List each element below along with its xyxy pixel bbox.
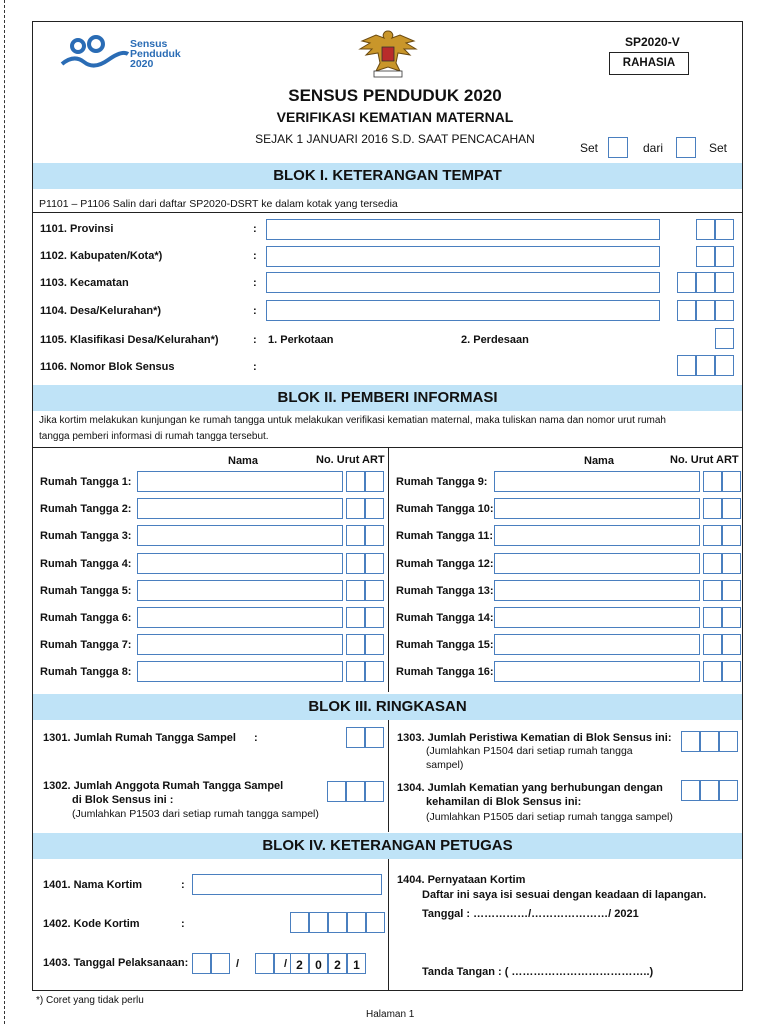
label-1404-b: Daftar ini saya isi sesuai dengan keadaan di lapangan. bbox=[422, 889, 707, 901]
label-1302-c: (Jumlahkan P1503 dari setiap rumah tangga sampel) bbox=[72, 808, 319, 820]
rumah-tangga-6-nama-input[interactable] bbox=[137, 607, 343, 628]
rumah-tangga-11-label: Rumah Tangga 11: bbox=[396, 530, 493, 542]
rumah-tangga-14-no-urut-box-1[interactable] bbox=[703, 607, 722, 628]
garuda-icon bbox=[356, 27, 420, 81]
label-1301: 1301. Jumlah Rumah Tangga Sampel bbox=[43, 732, 236, 744]
block2-center-divider bbox=[388, 447, 389, 692]
desa-input[interactable] bbox=[266, 300, 660, 321]
label-1302-a: 1302. Jumlah Anggota Rumah Tangga Sampel bbox=[43, 780, 284, 792]
rt-sampel-box-1[interactable] bbox=[346, 727, 365, 748]
label-1402: 1402. Kode Kortim bbox=[43, 918, 140, 930]
rumah-tangga-9-label: Rumah Tangga 9: bbox=[396, 476, 488, 488]
rumah-tangga-16-label: Rumah Tangga 16: bbox=[396, 666, 494, 678]
tanggal-year-1 bbox=[290, 953, 309, 974]
rumah-tangga-4-no-urut-box-2[interactable] bbox=[365, 553, 384, 574]
rumah-tangga-12-no-urut-box-1[interactable] bbox=[703, 553, 722, 574]
kecamatan-code-3[interactable] bbox=[715, 272, 734, 293]
block1-instruction: P1101 – P1106 Salin dari daftar SP2020-DSRT ke dalam kotak yang tersedia bbox=[39, 198, 398, 210]
rumah-tangga-10-no-urut-box-1[interactable] bbox=[703, 498, 722, 519]
colon-1106: : bbox=[253, 361, 257, 373]
rumah-tangga-1-label: Rumah Tangga 1: bbox=[40, 476, 132, 488]
rumah-tangga-6-label: Rumah Tangga 6: bbox=[40, 612, 132, 624]
logo-line1: Sensus bbox=[130, 38, 168, 50]
col-no-right: No. Urut ART bbox=[670, 454, 739, 466]
rumah-tangga-7-label: Rumah Tangga 7: bbox=[40, 639, 132, 651]
kode-kortim-box-5[interactable] bbox=[366, 912, 385, 933]
rumah-tangga-11-no-urut-box-1[interactable] bbox=[703, 525, 722, 546]
block4-center-divider bbox=[388, 859, 389, 990]
rumah-tangga-8-label: Rumah Tangga 8: bbox=[40, 666, 132, 678]
label-1101: 1101. Provinsi bbox=[40, 223, 114, 235]
art-sampel-box-3[interactable] bbox=[365, 781, 384, 802]
kematian-hamil-box-2[interactable] bbox=[700, 780, 719, 801]
rumah-tangga-3-label: Rumah Tangga 3: bbox=[40, 530, 132, 542]
block3-header: BLOK III. RINGKASAN bbox=[33, 694, 742, 720]
colon-1301: : bbox=[254, 732, 258, 744]
rumah-tangga-15-label: Rumah Tangga 15: bbox=[396, 639, 494, 651]
colon-1402: : bbox=[181, 918, 185, 930]
label-1304-a: 1304. Jumlah Kematian yang berhubungan dengan bbox=[397, 782, 663, 794]
rumah-tangga-8-no-urut-box-1[interactable] bbox=[346, 661, 365, 682]
option-perkotaan[interactable]: 1. Perkotaan bbox=[268, 334, 334, 346]
kabupaten-code-2[interactable] bbox=[715, 246, 734, 267]
garuda-emblem bbox=[356, 27, 420, 81]
kematian-box-3[interactable] bbox=[719, 731, 738, 752]
rumah-tangga-6-no-urut-box-1[interactable] bbox=[346, 607, 365, 628]
kematian-box-1[interactable] bbox=[681, 731, 700, 752]
rumah-tangga-9-no-urut-box-1[interactable] bbox=[703, 471, 722, 492]
art-sampel-box-2[interactable] bbox=[346, 781, 365, 802]
logo-text bbox=[130, 39, 181, 69]
label-1302-b: di Blok Sensus ini : bbox=[72, 794, 174, 806]
kabupaten-input[interactable] bbox=[266, 246, 660, 267]
rumah-tangga-12-label: Rumah Tangga 12: bbox=[396, 558, 494, 570]
kode-kortim-box-2[interactable] bbox=[309, 912, 328, 933]
rumah-tangga-16-nama-input[interactable] bbox=[494, 661, 700, 682]
rumah-tangga-5-nama-input[interactable] bbox=[137, 580, 343, 601]
label-1404-d: Tanda Tangan : ( ………………………………..) bbox=[422, 966, 654, 978]
rumah-tangga-15-nama-input[interactable] bbox=[494, 634, 700, 655]
label-1401: 1401. Nama Kortim bbox=[43, 879, 143, 891]
year-digit-4: 1 bbox=[353, 958, 360, 972]
rumah-tangga-15-no-urut-box-1[interactable] bbox=[703, 634, 722, 655]
block2-header: BLOK II. PEMBERI INFORMASI bbox=[33, 385, 742, 411]
block2-instruction-2: tangga pemberi informasi di rumah tangga tersebut. bbox=[39, 431, 269, 442]
provinsi-input[interactable] bbox=[266, 219, 660, 240]
label-1404-a: 1404. Pernyataan Kortim bbox=[397, 874, 526, 886]
colon-1401: : bbox=[181, 879, 185, 891]
desa-code-1[interactable] bbox=[677, 300, 696, 321]
rumah-tangga-2-no-urut-box-1[interactable] bbox=[346, 498, 365, 519]
art-sampel-box-1[interactable] bbox=[327, 781, 346, 802]
colon-1102: : bbox=[253, 250, 257, 262]
klasifikasi-code[interactable] bbox=[715, 328, 734, 349]
date-slash-2: / bbox=[284, 958, 288, 970]
rumah-tangga-3-no-urut-box-2[interactable] bbox=[365, 525, 384, 546]
rumah-tangga-10-nama-input[interactable] bbox=[494, 498, 700, 519]
rumah-tangga-7-no-urut-box-1[interactable] bbox=[346, 634, 365, 655]
colon-1101: : bbox=[253, 223, 257, 235]
block4-header: BLOK IV. KETERANGAN PETUGAS bbox=[33, 833, 742, 859]
page-subtitle: VERIFIKASI KEMATIAN MATERNAL bbox=[276, 109, 514, 125]
form-code: SP2020-V bbox=[625, 35, 680, 49]
year-digit-3: 2 bbox=[334, 958, 341, 972]
block2-instruction-1: Jika kortim melakukan kunjungan ke rumah tangga untuk melakukan verifikasi kematian maternal, maka tuliskan nama dan nomor urut rumah bbox=[39, 415, 666, 426]
colon-1105: : bbox=[253, 334, 257, 346]
rumah-tangga-12-no-urut-box-2[interactable] bbox=[722, 553, 741, 574]
year-digit-2: 0 bbox=[315, 958, 322, 972]
tanggal-day-2[interactable] bbox=[211, 953, 230, 974]
block1-header: BLOK I. KETERANGAN TEMPAT bbox=[33, 163, 742, 189]
logo-line2: Penduduk bbox=[130, 48, 181, 60]
rumah-tangga-13-label: Rumah Tangga 13: bbox=[396, 585, 494, 597]
col-nama-right: Nama bbox=[584, 455, 614, 467]
rumah-tangga-14-label: Rumah Tangga 14: bbox=[396, 612, 494, 624]
classification-label: RAHASIA bbox=[622, 57, 676, 69]
cut-line bbox=[4, 0, 5, 1024]
label-1304-c: (Jumlahkan P1505 dari setiap rumah tangga sampel) bbox=[426, 811, 673, 823]
provinsi-code-1[interactable] bbox=[696, 219, 715, 240]
set-total-box[interactable] bbox=[676, 137, 696, 158]
rumah-tangga-16-no-urut-box-2[interactable] bbox=[722, 661, 741, 682]
tanggal-year-4 bbox=[347, 953, 366, 974]
kode-kortim-box-3[interactable] bbox=[328, 912, 347, 933]
desa-code-2[interactable] bbox=[696, 300, 715, 321]
block3-center-divider bbox=[388, 720, 389, 832]
rumah-tangga-10-no-urut-box-2[interactable] bbox=[722, 498, 741, 519]
rumah-tangga-2-no-urut-box-2[interactable] bbox=[365, 498, 384, 519]
label-1106: 1106. Nomor Blok Sensus bbox=[40, 361, 175, 373]
period-text: SEJAK 1 JANUARI 2016 S.D. SAAT PENCACAHAN bbox=[255, 132, 535, 146]
label-1304-b: kehamilan di Blok Sensus ini: bbox=[426, 796, 582, 808]
colon-1103: : bbox=[253, 277, 257, 289]
rumah-tangga-14-nama-input[interactable] bbox=[494, 607, 700, 628]
rumah-tangga-4-label: Rumah Tangga 4: bbox=[40, 558, 132, 570]
page-number: Halaman 1 bbox=[366, 1009, 415, 1020]
kabupaten-code-1[interactable] bbox=[696, 246, 715, 267]
rumah-tangga-13-no-urut-box-2[interactable] bbox=[722, 580, 741, 601]
rumah-tangga-6-no-urut-box-2[interactable] bbox=[365, 607, 384, 628]
rumah-tangga-3-no-urut-box-1[interactable] bbox=[346, 525, 365, 546]
logo-line3: 2020 bbox=[130, 58, 154, 70]
kematian-box-2[interactable] bbox=[700, 731, 719, 752]
set-number-box[interactable] bbox=[608, 137, 628, 158]
rumah-tangga-9-no-urut-box-2[interactable] bbox=[722, 471, 741, 492]
blok-sensus-code-2[interactable] bbox=[696, 355, 715, 376]
tanggal-day-1[interactable] bbox=[192, 953, 211, 974]
label-1105: 1105. Klasifikasi Desa/Kelurahan*) bbox=[40, 334, 219, 346]
kode-kortim-box-1[interactable] bbox=[290, 912, 309, 933]
tanggal-year-3 bbox=[328, 953, 347, 974]
kode-kortim-box-4[interactable] bbox=[347, 912, 366, 933]
rumah-tangga-7-no-urut-box-2[interactable] bbox=[365, 634, 384, 655]
option-perdesaan[interactable]: 2. Perdesaan bbox=[461, 334, 529, 346]
kecamatan-code-2[interactable] bbox=[696, 272, 715, 293]
rumah-tangga-13-no-urut-box-1[interactable] bbox=[703, 580, 722, 601]
sensus-logo-icon bbox=[60, 34, 132, 72]
label-1303-c: sampel) bbox=[426, 759, 464, 771]
rumah-tangga-1-nama-input[interactable] bbox=[137, 471, 343, 492]
rumah-tangga-8-no-urut-box-2[interactable] bbox=[365, 661, 384, 682]
rumah-tangga-10-label: Rumah Tangga 10: bbox=[396, 503, 494, 515]
rumah-tangga-7-nama-input[interactable] bbox=[137, 634, 343, 655]
rumah-tangga-5-no-urut-box-2[interactable] bbox=[365, 580, 384, 601]
classification-box bbox=[609, 52, 689, 75]
desa-code-3[interactable] bbox=[715, 300, 734, 321]
tanggal-month-1[interactable] bbox=[255, 953, 274, 974]
sensus-logo bbox=[60, 34, 200, 74]
date-slash-1: / bbox=[236, 958, 240, 970]
blok-sensus-code-3[interactable] bbox=[715, 355, 734, 376]
col-no-left: No. Urut ART bbox=[316, 454, 385, 466]
label-1104: 1104. Desa/Kelurahan*) bbox=[40, 305, 162, 317]
rumah-tangga-11-no-urut-box-2[interactable] bbox=[722, 525, 741, 546]
rumah-tangga-15-no-urut-box-2[interactable] bbox=[722, 634, 741, 655]
set-label: Set bbox=[580, 141, 599, 155]
label-1404-c: Tanggal : ……………/…………………/ 2021 bbox=[422, 908, 639, 920]
label-1303-b: (Jumlahkan P1504 dari setiap rumah tangga bbox=[426, 745, 633, 757]
tanggal-year-2 bbox=[309, 953, 328, 974]
rumah-tangga-4-nama-input[interactable] bbox=[137, 553, 343, 574]
blok-sensus-code-1[interactable] bbox=[677, 355, 696, 376]
col-nama-left: Nama bbox=[228, 455, 258, 467]
rumah-tangga-11-nama-input[interactable] bbox=[494, 525, 700, 546]
rumah-tangga-5-no-urut-box-1[interactable] bbox=[346, 580, 365, 601]
label-1303-a: 1303. Jumlah Peristiwa Kematian di Blok Sensus ini: bbox=[397, 732, 672, 744]
rumah-tangga-8-nama-input[interactable] bbox=[137, 661, 343, 682]
nama-kortim-input[interactable] bbox=[192, 874, 382, 895]
dari-label: dari bbox=[643, 141, 664, 155]
rumah-tangga-1-no-urut-box-1[interactable] bbox=[346, 471, 365, 492]
rumah-tangga-5-label: Rumah Tangga 5: bbox=[40, 585, 132, 597]
block1-divider bbox=[33, 212, 742, 213]
label-1102: 1102. Kabupaten/Kota*) bbox=[40, 250, 163, 262]
year-digit-1: 2 bbox=[296, 958, 303, 972]
provinsi-code-2[interactable] bbox=[715, 219, 734, 240]
rumah-tangga-2-label: Rumah Tangga 2: bbox=[40, 503, 132, 515]
rumah-tangga-16-no-urut-box-1[interactable] bbox=[703, 661, 722, 682]
rumah-tangga-4-no-urut-box-1[interactable] bbox=[346, 553, 365, 574]
footnote: *) Coret yang tidak perlu bbox=[36, 995, 144, 1006]
colon-1104: : bbox=[253, 305, 257, 317]
rumah-tangga-3-nama-input[interactable] bbox=[137, 525, 343, 546]
rumah-tangga-2-nama-input[interactable] bbox=[137, 498, 343, 519]
page-title: SENSUS PENDUDUK 2020 bbox=[288, 86, 502, 105]
kecamatan-code-1[interactable] bbox=[677, 272, 696, 293]
rumah-tangga-13-nama-input[interactable] bbox=[494, 580, 700, 601]
rumah-tangga-14-no-urut-box-2[interactable] bbox=[722, 607, 741, 628]
kecamatan-input[interactable] bbox=[266, 272, 660, 293]
rumah-tangga-12-nama-input[interactable] bbox=[494, 553, 700, 574]
label-1403: 1403. Tanggal Pelaksanaan: bbox=[43, 957, 189, 969]
rumah-tangga-9-nama-input[interactable] bbox=[494, 471, 700, 492]
rt-sampel-box-2[interactable] bbox=[365, 727, 384, 748]
set-label-2: Set bbox=[709, 141, 728, 155]
label-1103: 1103. Kecamatan bbox=[40, 277, 129, 289]
rumah-tangga-1-no-urut-box-2[interactable] bbox=[365, 471, 384, 492]
kematian-hamil-box-1[interactable] bbox=[681, 780, 700, 801]
kematian-hamil-box-3[interactable] bbox=[719, 780, 738, 801]
